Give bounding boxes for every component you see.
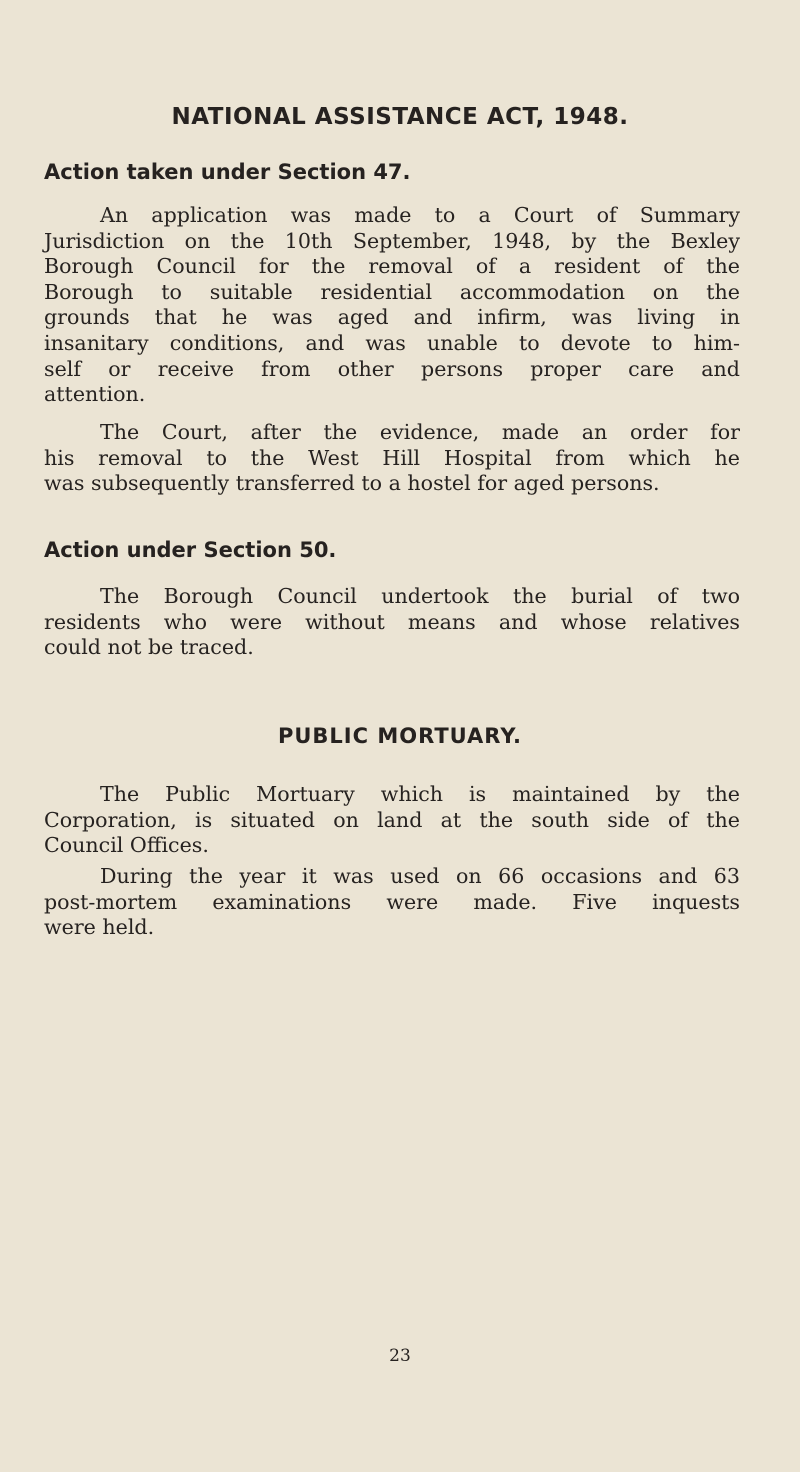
text-line: The Court, after the evidence, made an order for <box>100 420 740 444</box>
page-title: NATIONAL ASSISTANCE ACT, 1948. <box>171 104 629 130</box>
section-50-heading: Action under Section 50. <box>44 538 337 562</box>
text-line: self or receive from other persons proper care and <box>44 356 740 381</box>
text-line: Corporation, is situated on land at the south side of the <box>44 807 740 832</box>
page-number: 23 <box>389 1346 411 1366</box>
section-47-paragraph-1 <box>44 203 740 408</box>
text-line: were held. <box>44 915 155 940</box>
mortuary-heading: PUBLIC MORTUARY. <box>277 724 523 748</box>
text-line: An application was made to a Court of Summary <box>100 203 740 227</box>
text-line: insanitary conditions, and was unable to devote to him- <box>44 330 740 355</box>
text-line: During the year it was used on 66 occasions and 63 <box>100 864 740 888</box>
text-line: could not be traced. <box>44 635 254 660</box>
text-line: grounds that he was aged and infirm, was living in <box>44 305 740 330</box>
section-47-paragraph-2 <box>44 420 740 497</box>
text-line: Borough to suitable residential accommodation on the <box>44 279 740 304</box>
text-line: The Borough Council undertook the burial of two <box>100 584 740 608</box>
text-line: his removal to the West Hill Hospital from which he <box>44 445 740 470</box>
text-line: residents who were without means and whose relatives <box>44 609 740 634</box>
text-line: Jurisdiction on the 10th September, 1948, by the Bexley <box>44 228 740 253</box>
text-line: post-mortem examinations were made. Five inquests <box>44 889 740 914</box>
text-line: Council Offices. <box>44 833 209 858</box>
section-50-paragraph <box>44 584 740 661</box>
text-line: was subsequently transferred to a hostel for aged persons. <box>44 471 660 496</box>
section-47-heading: Action taken under Section 47. <box>44 160 411 184</box>
mortuary-paragraph-1 <box>44 782 740 859</box>
text-line: attention. <box>44 382 146 407</box>
text-line: Borough Council for the removal of a resident of the <box>44 254 740 279</box>
mortuary-paragraph-2 <box>44 864 740 941</box>
text-line: The Public Mortuary which is maintained by the <box>100 782 740 806</box>
